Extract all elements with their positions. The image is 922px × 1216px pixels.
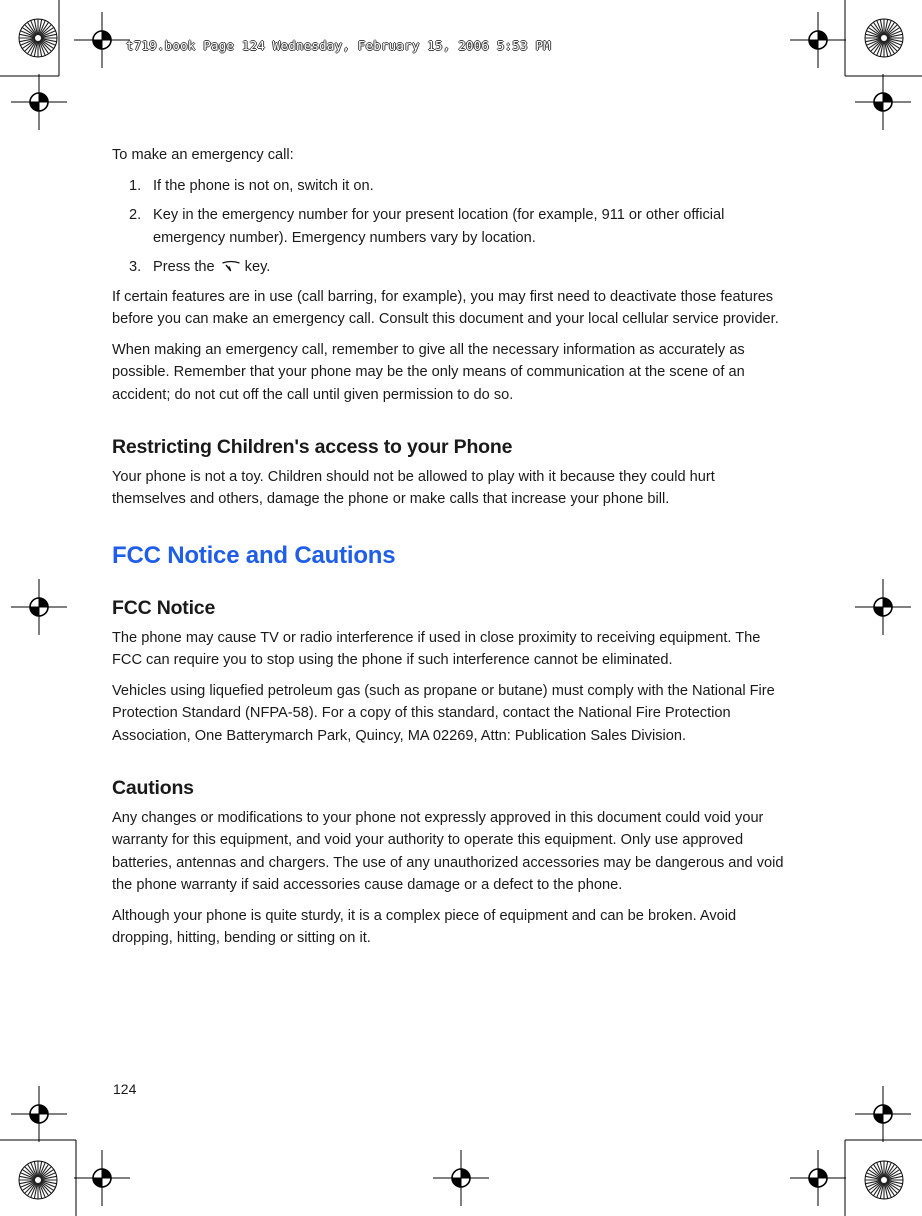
send-key-icon [221,259,241,275]
step-number: 3. [129,259,142,275]
paragraph: Vehicles using liquefied petroleum gas (such as propane or butane) must comply with the National Fire Protection Standard (NFPA-58). For a copy of this standard, contact the National Fire Protection Association, One Batterymarch Park, Quincy, MA 02269, Attn: Publication Sales Division. [112,682,775,744]
paragraph: When making an emergency call, remember to give all the necessary information as accurately as possible. Remember that your phone may be the only means of communication at the scene of an accident; do not cut off the call until given permission to do so. [112,341,745,403]
step-text: If the phone is not on, switch it on. [153,177,374,194]
section-heading: Restricting Children's access to your Phone [112,436,513,458]
paragraph: Although your phone is quite sturdy, it is a complex piece of equipment and can be broken. Avoid dropping, hitting, bending or sitting on it. [112,907,737,946]
section-heading: FCC Notice [112,597,216,619]
section-heading: Cautions [112,777,194,799]
list-item [112,256,788,279]
page-number: 124 [113,1081,137,1097]
paragraph: Your phone is not a toy. Children should not be allowed to play with it because they could hurt themselves and others, damage the phone or make calls that increase your phone bill. [112,468,715,507]
step-text-before: Press the [153,259,215,275]
step-number: 2. [129,207,142,223]
paragraph: If certain features are in use (call barring, for example), you may first need to deactivate those features before you can make an emergency call. Consult this document and your local cellular service provider. [112,288,779,327]
emergency-steps [112,175,788,279]
page-content [112,144,788,958]
page-title: FCC Notice and Cautions [112,541,396,569]
list-item [112,175,788,198]
paragraph: The phone may cause TV or radio interference if used in close proximity to receiving equipment. The FCC can require you to stop using the phone if such interference cannot be eliminated. [112,629,761,668]
list-item [112,204,788,249]
paragraph: Any changes or modifications to your phone not expressly approved in this document could void your warranty for this equipment, and void your authority to operate this equipment. Only use approved batteries, antennas and chargers. The use of any unauthorized accessories may be dangerous and void the phone warranty if said accessories cause damage or a defect to the phone. [112,809,784,893]
intro-text: To make an emergency call: [112,147,294,163]
step-text: Key in the emergency number for your present location (for example, 911 or other official emergency number). Emergency numbers vary by location. [153,207,725,246]
step-text-after: key. [244,259,271,275]
step-number: 1. [129,177,142,194]
print-slug: t719.book Page 124 Wednesday, February 15, 2006 5:53 PM [126,38,551,53]
